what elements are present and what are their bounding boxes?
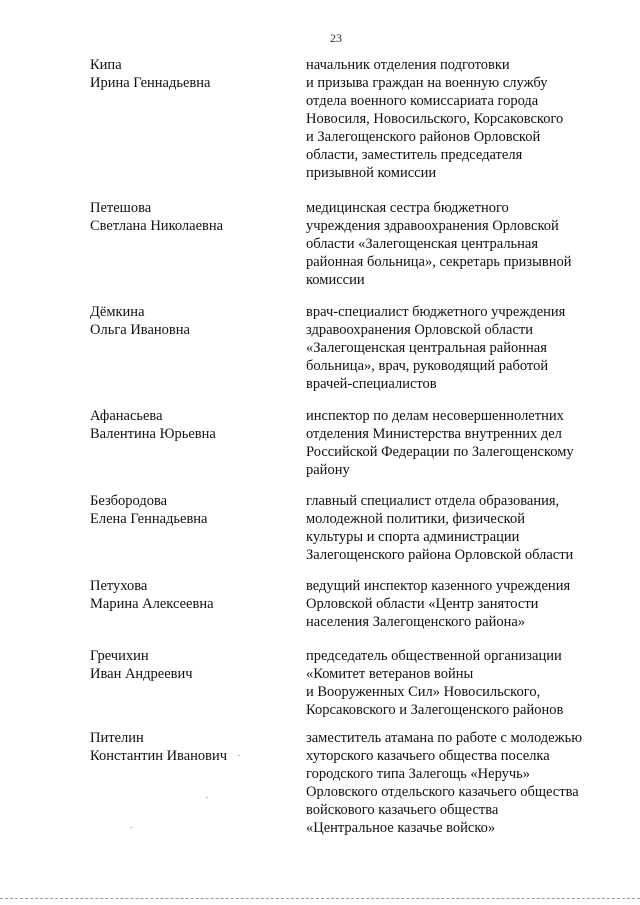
position-line: отдела военного комиссариата города <box>306 93 539 109</box>
position-line: области, заместитель председателя <box>306 147 523 163</box>
scan-edge-line <box>0 898 640 899</box>
position-line: Залегощенского района Орловской области <box>306 547 574 563</box>
position-line: и Вооруженных Сил» Новосильского, <box>306 684 541 700</box>
member-given-names: Валентина Юрьевна <box>90 426 216 442</box>
position-line: молодежной политики, физической <box>306 511 525 527</box>
position-line: и призыва граждан на военную службу <box>306 75 548 91</box>
member-given-names: Иван Андреевич <box>90 666 193 682</box>
position-line: врач-специалист бюджетного учреждения <box>306 304 566 320</box>
member-position <box>306 492 626 564</box>
member-given-names: Константин Иванович <box>90 748 228 764</box>
scan-speck <box>130 827 132 828</box>
position-line: инспектор по делам несовершеннолетних <box>306 408 564 424</box>
position-line: хуторского казачьего общества поселка <box>306 748 550 764</box>
position-line: призывной комиссии <box>306 165 437 181</box>
member-name <box>90 407 290 443</box>
member-given-names: Марина Алексеевна <box>90 596 214 612</box>
position-line: Российской Федерации по Залегощенскому <box>306 444 574 460</box>
position-line: здравоохранения Орловской области <box>306 322 533 338</box>
position-line: «Центральное казачье войско» <box>306 820 496 836</box>
position-line: председатель общественной организации <box>306 648 562 664</box>
position-line: районная больница», секретарь призывной <box>306 254 572 270</box>
member-surname: Петухова <box>90 578 148 594</box>
member-name <box>90 303 290 339</box>
member-position <box>306 577 626 631</box>
position-line: комиссии <box>306 272 365 288</box>
position-line: отделения Министерства внутренних дел <box>306 426 562 442</box>
member-surname: Дёмкина <box>90 304 145 320</box>
member-surname: Пителин <box>90 730 144 746</box>
position-line: «Комитет ветеранов войны <box>306 666 474 682</box>
scan-speck <box>238 755 240 756</box>
position-line: «Залегощенская центральная районная <box>306 340 547 356</box>
member-given-names: Светлана Николаевна <box>90 218 224 234</box>
member-position <box>306 407 626 479</box>
member-surname: Афанасьева <box>90 408 163 424</box>
member-position <box>306 647 626 719</box>
position-line: главный специалист отдела образования, <box>306 493 560 509</box>
position-line: Корсаковского и Залегощенского районов <box>306 702 564 718</box>
position-line: Орловского отдельского казачьего общества <box>306 784 579 800</box>
position-line: медицинская сестра бюджетного <box>306 200 509 216</box>
member-surname: Гречихин <box>90 648 149 664</box>
position-line: начальник отделения подготовки <box>306 57 510 73</box>
member-given-names: Ирина Геннадьевна <box>90 75 211 91</box>
position-line: населения Залегощенского района» <box>306 614 526 630</box>
position-line: войскового казачьего общества <box>306 802 499 818</box>
member-surname: Кипа <box>90 57 122 73</box>
scan-speck <box>206 797 208 798</box>
member-position <box>306 303 626 393</box>
position-line: больница», врач, руководящий работой <box>306 358 549 374</box>
member-name <box>90 647 290 683</box>
position-line: Новосиля, Новосильского, Корсаковского <box>306 111 564 127</box>
member-name <box>90 577 290 613</box>
position-line: культуры и спорта администрации <box>306 529 520 545</box>
member-position <box>306 199 626 289</box>
position-line: району <box>306 462 350 478</box>
member-name <box>90 199 290 235</box>
member-surname: Петешова <box>90 200 152 216</box>
member-name <box>90 56 290 92</box>
position-line: Орловской области «Центр занятости <box>306 596 539 612</box>
position-line: области «Залегощенская центральная <box>306 236 539 252</box>
member-position <box>306 56 626 182</box>
member-given-names: Ольга Ивановна <box>90 322 190 338</box>
position-line: заместитель атамана по работе с молодежью <box>306 730 583 746</box>
member-name <box>90 729 290 765</box>
position-line: городского типа Залегощь «Неручь» <box>306 766 531 782</box>
position-line: ведущий инспектор казенного учреждения <box>306 578 571 594</box>
position-line: учреждения здравоохранения Орловской <box>306 218 559 234</box>
member-name <box>90 492 290 528</box>
member-surname: Безбородова <box>90 493 168 509</box>
member-position <box>306 729 626 837</box>
member-given-names: Елена Геннадьевна <box>90 511 208 527</box>
page-number: 23 <box>330 31 342 45</box>
position-line: врачей-специалистов <box>306 376 437 392</box>
position-line: и Залегощенского районов Орловской <box>306 129 541 145</box>
